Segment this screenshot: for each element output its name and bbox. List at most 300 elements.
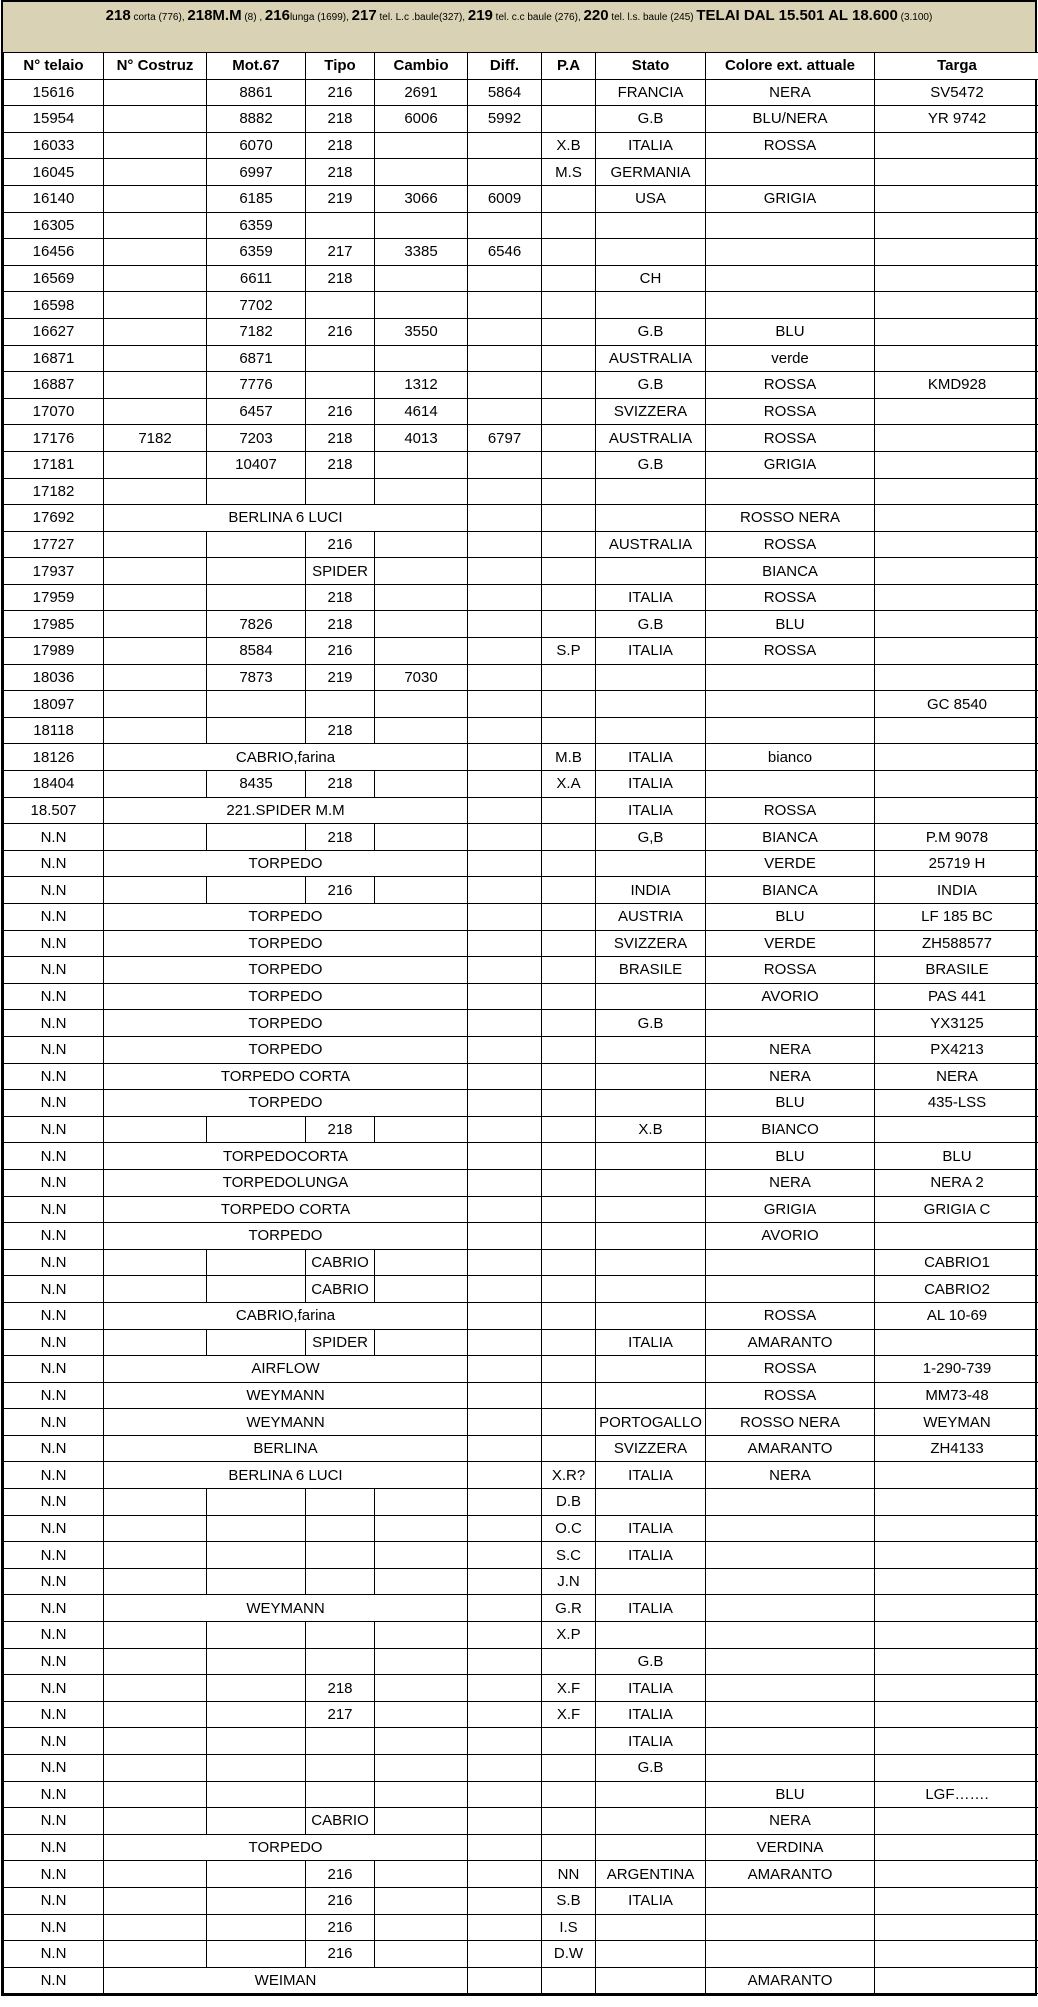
- table-cell: 6997: [207, 159, 306, 186]
- table-cell: ROSSA: [706, 531, 875, 558]
- table-cell: [104, 1941, 207, 1968]
- table-cell: MM73-48: [875, 1382, 1038, 1409]
- table-cell: [875, 1462, 1038, 1489]
- table-cell: [468, 717, 542, 744]
- table-cell: [468, 1887, 542, 1914]
- table-cell: [468, 1036, 542, 1063]
- table-cell: N.N: [4, 1462, 104, 1489]
- table-row: [4, 1223, 1038, 1250]
- table-cell: [306, 1568, 375, 1595]
- table-cell: [875, 664, 1038, 691]
- table-cell: 1-290-739: [875, 1356, 1038, 1383]
- table-cell: 216: [306, 1861, 375, 1888]
- table-row: [4, 930, 1038, 957]
- table-cell: [104, 478, 207, 505]
- table-cell: bianco: [706, 744, 875, 771]
- table-cell: [542, 1223, 596, 1250]
- table-cell: [468, 691, 542, 718]
- table-cell: [375, 1755, 468, 1782]
- table-cell: [468, 797, 542, 824]
- table-cell: 435-LSS: [875, 1090, 1038, 1117]
- table-cell: VERDINA: [706, 1834, 875, 1861]
- table-cell: 216: [306, 531, 375, 558]
- table-cell: 216: [306, 638, 375, 665]
- table-cell: [207, 1728, 306, 1755]
- table-cell: 6359: [207, 239, 306, 266]
- table-cell: [875, 531, 1038, 558]
- table-cell: [596, 558, 706, 585]
- table-cell: [468, 771, 542, 798]
- table-cell: ROSSA: [706, 638, 875, 665]
- table-cell: [468, 1169, 542, 1196]
- table-cell: ITALIA: [596, 1542, 706, 1569]
- table-cell: N.N: [4, 1382, 104, 1409]
- table-cell: CABRIO1: [875, 1249, 1038, 1276]
- table-cell: 217: [306, 239, 375, 266]
- table-row: [4, 1808, 1038, 1835]
- table-row: [4, 1914, 1038, 1941]
- table-cell: ITALIA: [596, 1887, 706, 1914]
- table-row: [4, 478, 1038, 505]
- table-cell: ITALIA: [596, 132, 706, 159]
- table-cell: 219: [306, 664, 375, 691]
- table-cell: [542, 239, 596, 266]
- table-cell: [375, 1941, 468, 1968]
- table-cell: N.N: [4, 1090, 104, 1117]
- table-cell: NERA: [875, 1063, 1038, 1090]
- table-cell: AMARANTO: [706, 1861, 875, 1888]
- table-cell: ROSSA: [706, 398, 875, 425]
- table-cell: 218: [306, 584, 375, 611]
- table-cell: [375, 451, 468, 478]
- table-cell: [375, 1728, 468, 1755]
- table-cell: 8882: [207, 106, 306, 133]
- table-cell: [468, 824, 542, 851]
- table-cell: [596, 212, 706, 239]
- table-cell: [468, 1914, 542, 1941]
- chassis-table: [3, 52, 1038, 1994]
- table-cell: SVIZZERA: [596, 930, 706, 957]
- table-cell: [596, 292, 706, 319]
- table-cell: [596, 664, 706, 691]
- table-cell: [375, 531, 468, 558]
- table-cell: N.N: [4, 1010, 104, 1037]
- table-cell: [706, 1276, 875, 1303]
- table-cell: [706, 1755, 875, 1782]
- table-row: [4, 558, 1038, 585]
- table-cell: [104, 318, 207, 345]
- table-cell: ITALIA: [596, 1701, 706, 1728]
- table-cell: [875, 425, 1038, 452]
- table-row: [4, 345, 1038, 372]
- table-cell: G.B: [596, 1010, 706, 1037]
- table-cell: [468, 638, 542, 665]
- table-cell: PORTOGALLO: [596, 1409, 706, 1436]
- table-cell: [875, 1728, 1038, 1755]
- table-cell: 218: [306, 132, 375, 159]
- table-cell: 16887: [4, 372, 104, 399]
- table-cell: [542, 1382, 596, 1409]
- table-cell: WEYMAN: [875, 1409, 1038, 1436]
- merged-cell: TORPEDO CORTA: [104, 1063, 468, 1090]
- table-cell: CABRIO2: [875, 1276, 1038, 1303]
- table-cell: GC 8540: [875, 691, 1038, 718]
- table-cell: [468, 1329, 542, 1356]
- table-cell: [468, 292, 542, 319]
- table-cell: [542, 292, 596, 319]
- table-cell: 218: [306, 106, 375, 133]
- table-cell: [542, 611, 596, 638]
- table-cell: 216: [306, 1914, 375, 1941]
- table-cell: [104, 372, 207, 399]
- table-cell: N.N: [4, 1435, 104, 1462]
- table-row: [4, 1063, 1038, 1090]
- merged-cell: TORPEDO: [104, 957, 468, 984]
- table-cell: 18404: [4, 771, 104, 798]
- table-cell: [596, 1382, 706, 1409]
- title-segment-bold: TELAI DAL 15.501 AL 18.600: [696, 7, 898, 24]
- table-cell: 218: [306, 265, 375, 292]
- table-cell: [104, 106, 207, 133]
- table-cell: X.B: [596, 1116, 706, 1143]
- table-cell: [542, 983, 596, 1010]
- table-cell: N.N: [4, 904, 104, 931]
- table-cell: [542, 451, 596, 478]
- table-cell: NERA: [706, 1462, 875, 1489]
- table-cell: [207, 1276, 306, 1303]
- table-cell: [468, 1728, 542, 1755]
- table-row: [4, 159, 1038, 186]
- table-row: [4, 691, 1038, 718]
- table-cell: [542, 1834, 596, 1861]
- table-row: [4, 1249, 1038, 1276]
- merged-cell: WEYMANN: [104, 1409, 468, 1436]
- title-segment-note: (8) ,: [241, 12, 265, 23]
- table-cell: [104, 185, 207, 212]
- merged-cell: WEYMANN: [104, 1595, 468, 1622]
- table-cell: [596, 505, 706, 532]
- table-row: [4, 957, 1038, 984]
- table-cell: 5864: [468, 79, 542, 106]
- table-cell: [375, 638, 468, 665]
- table-cell: verde: [706, 345, 875, 372]
- table-cell: [468, 1382, 542, 1409]
- table-cell: GRIGIA: [706, 1196, 875, 1223]
- table-cell: 15616: [4, 79, 104, 106]
- table-cell: [375, 877, 468, 904]
- table-cell: [104, 717, 207, 744]
- column-header: N° telaio: [4, 53, 104, 80]
- table-cell: X.F: [542, 1675, 596, 1702]
- table-cell: VERDE: [706, 850, 875, 877]
- table-cell: ROSSA: [706, 1382, 875, 1409]
- title-segment-note: (3.100): [897, 12, 933, 23]
- merged-cell: BERLINA 6 LUCI: [104, 505, 468, 532]
- table-cell: [542, 265, 596, 292]
- table-cell: [542, 79, 596, 106]
- table-cell: 16305: [4, 212, 104, 239]
- table-cell: N.N: [4, 1648, 104, 1675]
- table-cell: [468, 1223, 542, 1250]
- table-cell: [706, 1622, 875, 1649]
- table-cell: [306, 1622, 375, 1649]
- table-row: [4, 850, 1038, 877]
- table-cell: 6009: [468, 185, 542, 212]
- merged-cell: WEYMANN: [104, 1382, 468, 1409]
- table-cell: [596, 1276, 706, 1303]
- table-cell: 16033: [4, 132, 104, 159]
- table-cell: ITALIA: [596, 1329, 706, 1356]
- table-cell: [306, 1542, 375, 1569]
- table-cell: [542, 1116, 596, 1143]
- table-row: [4, 744, 1038, 771]
- table-row: [4, 1675, 1038, 1702]
- table-cell: I.S: [542, 1914, 596, 1941]
- table-cell: G.B: [596, 318, 706, 345]
- table-cell: N.N: [4, 1276, 104, 1303]
- table-cell: [375, 1781, 468, 1808]
- table-cell: N.N: [4, 1675, 104, 1702]
- table-cell: [875, 1861, 1038, 1888]
- table-cell: 218: [306, 451, 375, 478]
- table-row: [4, 824, 1038, 851]
- table-cell: CABRIO: [306, 1249, 375, 1276]
- table-cell: [596, 1356, 706, 1383]
- table-cell: [468, 1462, 542, 1489]
- table-cell: GERMANIA: [596, 159, 706, 186]
- table-cell: [468, 212, 542, 239]
- table-cell: 17937: [4, 558, 104, 585]
- table-cell: [104, 664, 207, 691]
- title-segment-bold: 218M.M: [187, 7, 242, 24]
- table-cell: [875, 505, 1038, 532]
- table-cell: [207, 1675, 306, 1702]
- table-cell: ROSSA: [706, 797, 875, 824]
- table-cell: P.M 9078: [875, 824, 1038, 851]
- table-cell: N.N: [4, 1914, 104, 1941]
- table-cell: [875, 265, 1038, 292]
- table-cell: [468, 265, 542, 292]
- table-cell: [875, 744, 1038, 771]
- table-cell: X.R?: [542, 1462, 596, 1489]
- table-cell: [706, 664, 875, 691]
- title-segment-note: tel. L.c .baule(327),: [376, 12, 468, 23]
- table-row: [4, 1648, 1038, 1675]
- table-cell: [706, 478, 875, 505]
- table-cell: [207, 478, 306, 505]
- table-cell: [542, 1143, 596, 1170]
- table-row: [4, 505, 1038, 532]
- table-cell: [468, 1648, 542, 1675]
- table-cell: LF 185 BC: [875, 904, 1038, 931]
- table-cell: 6359: [207, 212, 306, 239]
- table-cell: [542, 1356, 596, 1383]
- table-cell: [468, 584, 542, 611]
- table-cell: [542, 1728, 596, 1755]
- table-cell: 218: [306, 771, 375, 798]
- table-cell: 17959: [4, 584, 104, 611]
- table-cell: N.N: [4, 824, 104, 851]
- title-segment-note: tel. c.c baule (276),: [492, 12, 584, 23]
- table-cell: [542, 1169, 596, 1196]
- table-cell: [875, 159, 1038, 186]
- table-cell: N.N: [4, 1755, 104, 1782]
- column-header: Cambio: [375, 53, 468, 80]
- table-cell: O.C: [542, 1515, 596, 1542]
- table-cell: N.N: [4, 1036, 104, 1063]
- table-cell: ROSSA: [706, 372, 875, 399]
- table-cell: [542, 212, 596, 239]
- table-cell: ITALIA: [596, 638, 706, 665]
- merged-cell: TORPEDO: [104, 983, 468, 1010]
- table-cell: [468, 1143, 542, 1170]
- table-cell: [104, 1701, 207, 1728]
- table-cell: ARGENTINA: [596, 1861, 706, 1888]
- table-cell: [468, 451, 542, 478]
- table-cell: [375, 1515, 468, 1542]
- table-cell: [207, 584, 306, 611]
- table-cell: [104, 1648, 207, 1675]
- table-row: [4, 1515, 1038, 1542]
- merged-cell: TORPEDO: [104, 904, 468, 931]
- merged-cell: TORPEDO: [104, 1223, 468, 1250]
- table-cell: [468, 1941, 542, 1968]
- table-cell: [104, 212, 207, 239]
- table-cell: [706, 1887, 875, 1914]
- table-cell: [104, 1276, 207, 1303]
- table-cell: N.N: [4, 1595, 104, 1622]
- table-cell: [706, 1914, 875, 1941]
- table-cell: NERA: [706, 1808, 875, 1835]
- table-cell: [375, 1701, 468, 1728]
- table-cell: [207, 1941, 306, 1968]
- table-cell: ROSSA: [706, 957, 875, 984]
- table-cell: CH: [596, 265, 706, 292]
- table-cell: [104, 1515, 207, 1542]
- table-cell: N.N: [4, 1356, 104, 1383]
- table-cell: 3066: [375, 185, 468, 212]
- table-cell: 216: [306, 1887, 375, 1914]
- table-cell: [468, 1967, 542, 1994]
- table-cell: [468, 318, 542, 345]
- title-segment-note: corta (776),: [130, 12, 188, 23]
- table-cell: [468, 132, 542, 159]
- table-cell: [207, 1515, 306, 1542]
- table-cell: SPIDER: [306, 558, 375, 585]
- table-row: [4, 1116, 1038, 1143]
- table-cell: 17176: [4, 425, 104, 452]
- table-cell: [104, 1489, 207, 1516]
- title-segment-note: lunga (1699),: [289, 12, 352, 23]
- table-cell: BRASILE: [875, 957, 1038, 984]
- table-cell: [375, 717, 468, 744]
- table-cell: [306, 691, 375, 718]
- table-row: [4, 1302, 1038, 1329]
- table-cell: [104, 558, 207, 585]
- merged-cell: AIRFLOW: [104, 1356, 468, 1383]
- table-cell: [375, 132, 468, 159]
- table-cell: [875, 132, 1038, 159]
- table-cell: PAS 441: [875, 983, 1038, 1010]
- table-cell: [875, 797, 1038, 824]
- table-cell: [468, 1701, 542, 1728]
- table-cell: 6185: [207, 185, 306, 212]
- table-cell: [596, 1063, 706, 1090]
- table-cell: [875, 1834, 1038, 1861]
- table-cell: [875, 638, 1038, 665]
- table-cell: FRANCIA: [596, 79, 706, 106]
- merged-cell: TORPEDO: [104, 850, 468, 877]
- table-cell: 218: [306, 611, 375, 638]
- table-cell: [207, 1648, 306, 1675]
- table-cell: G,B: [596, 824, 706, 851]
- table-cell: [375, 1489, 468, 1516]
- table-cell: [706, 1728, 875, 1755]
- table-cell: [207, 717, 306, 744]
- table-cell: ITALIA: [596, 744, 706, 771]
- table-cell: ITALIA: [596, 771, 706, 798]
- table-cell: [468, 1010, 542, 1037]
- table-cell: X.P: [542, 1622, 596, 1649]
- column-header: Diff.: [468, 53, 542, 80]
- table-cell: [542, 1808, 596, 1835]
- table-cell: [542, 398, 596, 425]
- table-cell: [104, 824, 207, 851]
- table-cell: G.B: [596, 611, 706, 638]
- table-cell: BIANCO: [706, 1116, 875, 1143]
- table-row: [4, 372, 1038, 399]
- table-cell: [596, 1169, 706, 1196]
- table-cell: [468, 159, 542, 186]
- table-cell: [875, 1542, 1038, 1569]
- table-cell: [596, 1223, 706, 1250]
- table-cell: J.N: [542, 1568, 596, 1595]
- table-cell: [306, 1728, 375, 1755]
- table-cell: [306, 1755, 375, 1782]
- table-cell: [104, 1728, 207, 1755]
- table-row: [4, 185, 1038, 212]
- table-cell: [207, 1622, 306, 1649]
- table-cell: [306, 372, 375, 399]
- table-cell: [207, 1542, 306, 1569]
- table-row: [4, 1143, 1038, 1170]
- table-cell: [596, 239, 706, 266]
- table-cell: N.N: [4, 1143, 104, 1170]
- table-cell: [542, 1967, 596, 1994]
- table-cell: [207, 558, 306, 585]
- table-cell: [207, 1861, 306, 1888]
- table-cell: [104, 877, 207, 904]
- table-cell: 10407: [207, 451, 306, 478]
- table-row: [4, 771, 1038, 798]
- table-cell: AMARANTO: [706, 1967, 875, 1994]
- table-cell: 18036: [4, 664, 104, 691]
- table-cell: [875, 1887, 1038, 1914]
- table-cell: 6871: [207, 345, 306, 372]
- table-cell: N.N: [4, 1409, 104, 1436]
- table-cell: [706, 1648, 875, 1675]
- table-cell: [104, 239, 207, 266]
- table-cell: N.N: [4, 1967, 104, 1994]
- table-cell: BRASILE: [596, 957, 706, 984]
- table-cell: [596, 478, 706, 505]
- table-cell: 16456: [4, 239, 104, 266]
- table-cell: M.S: [542, 159, 596, 186]
- table-cell: [542, 1063, 596, 1090]
- table-cell: [596, 1090, 706, 1117]
- table-cell: [468, 930, 542, 957]
- table-cell: [875, 1967, 1038, 1994]
